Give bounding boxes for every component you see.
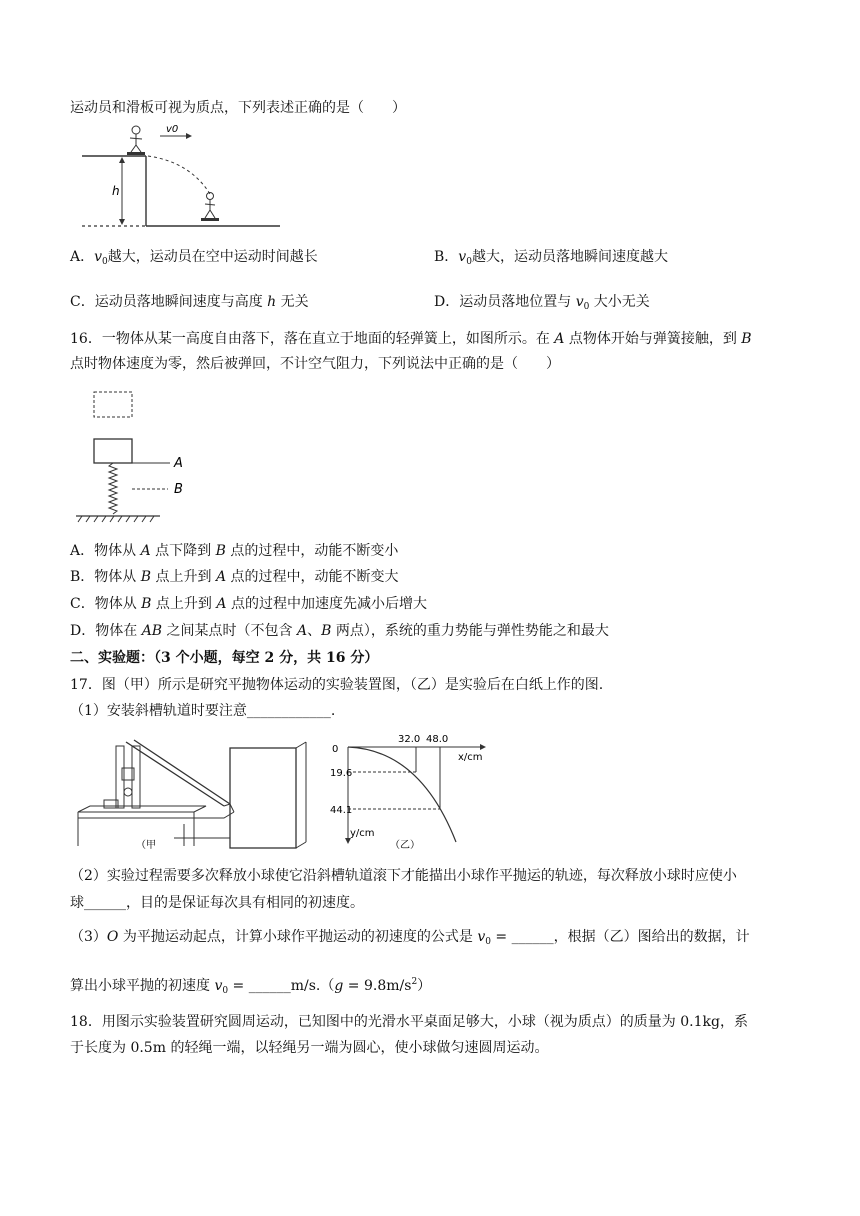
q15-v0-label: v0 [166,124,179,135]
q17-blank-2[interactable]: ______ [84,895,126,911]
q17-sub3-line1: （3）O 为平抛运动起点，计算小球作平抛运动的初速度的公式是 $v_0$ = ______，根据（乙）图给出的数据，计 [70,929,750,947]
q17-yi-x2: 48.0 [426,734,449,745]
q17-blank-1[interactable]: ____________ [246,703,331,719]
q17-yi-xlabel: x/cm [458,752,483,763]
q17-figure-jia [74,738,324,850]
q18-stem-line1: 18．用图示实验装置研究圆周运动，已知图中的光滑水平桌面足够大，小球（视为质点）的质量为 0.1kg，系 [70,1014,748,1030]
q17-yi-x1: 32.0 [398,734,421,745]
q15-option-b: B．$v_0$越大，运动员落地瞬间速度越大 [434,249,668,267]
q15-h-label: h [112,184,120,198]
q17-blank-4[interactable]: ______ [248,978,291,994]
q16-stem-line1: 16．一物体从某一高度自由落下，落在直立于地面的轻弹簧上，如图所示。在 A 点物体开始与弹簧接触，到 B [70,331,752,347]
q15-stem: 运动员和滑板可视为质点，下列表述正确的是（ ） [70,100,406,116]
q17-jia-label: （甲 [136,840,156,851]
q16-option-d: D．物体在 AB 之间某点时（不包含 A、B 两点），系统的重力势能与弹性势能之和最大 [70,623,609,639]
q16-label-b: B [174,482,183,497]
q16-option-b: B．物体从 B 点上升到 A 点的过程中，动能不断变大 [70,569,399,585]
q17-sub3-line2: 算出小球平抛的初速度 $v_0$ = ______m/s.（g = $9.8m/s^2$） [70,977,432,996]
q17-yi-origin: 0 [332,744,339,755]
q17-stem: 17．图（甲）所示是研究平抛物体运动的实验装置图，（乙）是实验后在白纸上作的图. [70,677,604,693]
section-title: 二、实验题：（3 个小题，每空 2 分，共 16 分） [70,650,379,666]
q17-blank-3[interactable]: ______ [511,929,554,945]
q16-stem-line2: 点时物体速度为零，然后被弹回，不计空气阻力，下列说法中正确的是（ ） [70,356,560,372]
q16-option-c: C．物体从 B 点上升到 A 点的过程中加速度先减小后增大 [70,596,427,612]
q15-figure [70,122,290,234]
q16-label-a: A [174,456,183,471]
q17-sub2-line1: （2）实验过程需要多次释放小球使它沿斜槽轨道滚下才能描出小球作平抛运的轨迹，每次释放小球时应使小 [70,868,737,884]
q15-option-d: D．运动员落地位置与 $v_0$ 大小无关 [434,294,650,312]
q16-figure [70,388,200,524]
q17-yi-ylabel: y/cm [350,828,375,839]
q17-figure-yi [330,730,520,852]
q17-yi-label: （乙） [390,840,420,851]
q18-stem-line2: 于长度为 0.5m 的轻绳一端，以轻绳另一端为圆心，使小球做匀速圆周运动。 [70,1040,549,1056]
q17-yi-y1: 19.6 [330,768,353,779]
q16-option-a: A．物体从 A 点下降到 B 点的过程中，动能不断变小 [70,543,399,559]
q15-option-a: A．$v_0$越大，运动员在空中运动时间越长 [70,249,318,267]
q15-option-c: C．运动员落地瞬间速度与高度 h 无关 [70,294,309,310]
q17-yi-y2: 44.1 [330,805,353,816]
q17-sub1: （1）安装斜槽轨道时要注意____________. [70,703,336,719]
q17-sub2-line2: 球______，目的是保证每次具有相同的初速度。 [70,895,364,911]
